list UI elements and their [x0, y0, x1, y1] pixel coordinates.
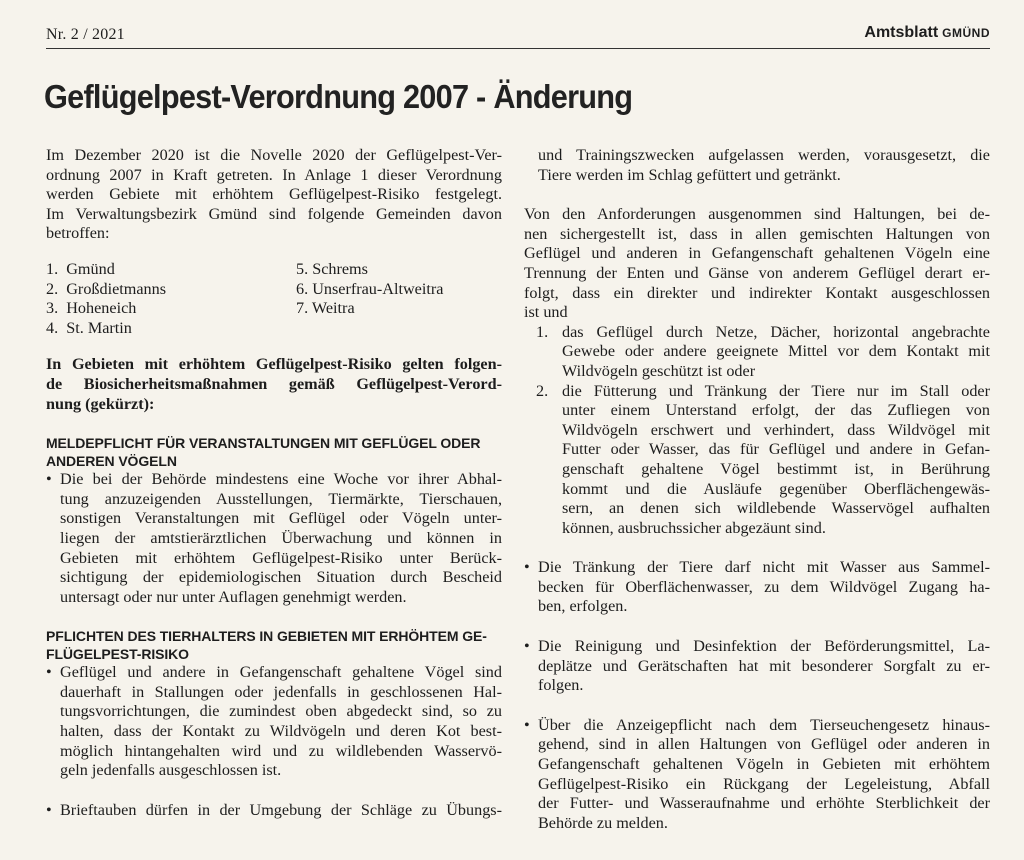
text-line: Wildvögeln geschützt ist oder	[562, 361, 756, 380]
heading-line: PFLICHTEN DES TIERHALTERS IN GEBIETEN MIT ERHÖHTEM GE-	[46, 628, 487, 645]
text-line: In Gebieten mit erhöhtem Geflügelpest-Risiko gelten folgen-	[46, 355, 502, 374]
heading-line: ANDEREN VÖGELN	[46, 453, 177, 470]
text-line: • Geflügel und andere in Gefangenschaft gehaltene Vögel sind	[60, 663, 502, 682]
text-line: unter einem Unterstand erfolgt, der das Zufliegen von	[562, 401, 990, 420]
text-line: deplätze und Gerätschaften hat mit besonderer Sorgfalt zu er-	[538, 656, 990, 675]
bullet-paragraph	[46, 470, 502, 607]
text-line: Behörde zu melden.	[538, 813, 668, 832]
text-line: becken für Oberflächenwasser, zu dem Wildvögel Zugang ha-	[538, 577, 990, 596]
bullet-paragraph	[524, 716, 990, 834]
text-line: möglich hintangehalten wird und zu wildlebenden Wasservö-	[60, 741, 502, 760]
text-line: geln jedenfalls ausgeschlossen ist.	[60, 761, 282, 780]
text-line: Futter oder Wasser, das für Geflügel und andere in Gefan-	[562, 440, 990, 459]
text-line: ben, erfolgen.	[538, 597, 628, 616]
text-line: und Trainingszwecken aufgelassen werden, vorausgesetzt, die	[538, 146, 990, 164]
bullet-paragraph	[46, 663, 502, 781]
text-line: • Brieftauben dürfen in der Umgebung der Schläge zu Übungs-	[60, 800, 502, 819]
text-line: betroffen:	[46, 224, 110, 243]
text-line: de Biosicherheitsmaßnahmen gemäß Geflügelpest-Verord-	[46, 374, 502, 393]
list-item: 1. Gmünd	[46, 259, 115, 278]
text-line: Geflügel und anderen in Gefangenschaft gehaltenen Vögeln eine	[524, 244, 990, 263]
text-line: sichtigung der epidemiologischen Situation durch Bescheid	[60, 568, 502, 587]
right-column	[524, 146, 990, 833]
section-heading-pflichten	[46, 627, 502, 663]
issue-number: Nr. 2 / 2021	[46, 26, 125, 43]
masthead	[864, 24, 990, 42]
text-line: folgt, dass ein direkter und indirekter Kontakt ausgeschlossen	[524, 283, 990, 302]
exemption-paragraph	[524, 205, 990, 323]
heading-line: FLÜGELPEST-RISIKO	[46, 646, 189, 663]
text-line: werden Gebiete mit erhöhtem Geflügelpest-Risiko festgelegt.	[46, 185, 502, 204]
text-line: tungsvorrichtungen, die zumindest oben abgedeckt sind, so zu	[60, 702, 502, 721]
section-heading-meldepflicht	[46, 434, 502, 470]
text-line: • Über die Anzeigepflicht nach dem Tierseuchengesetz hinaus-	[538, 715, 990, 734]
masthead-region: GMÜND	[942, 26, 990, 40]
municipality-list-col2	[296, 260, 496, 338]
text-line: Gebieten mit erhöhtem Geflügelpest-Risiko unter Berück-	[60, 548, 502, 567]
text-line: • Die bei der Behörde mindestens eine Woche vor ihrer Abhal-	[60, 470, 502, 489]
text-line: Gefangenschaft gehaltenen Vögeln in Gebieten mit erhöhtem	[538, 755, 990, 774]
page-header	[46, 18, 990, 49]
text-line: • Die Tränkung der Tiere darf nicht mit Wasser aus Sammel-	[538, 558, 990, 577]
text-line: der Futter- und Wasseraufnahme und erhöhte Sterblichkeit der	[538, 794, 990, 813]
text-line: kommt und die Ausläufe gegenüber Oberflächengewäs-	[562, 479, 990, 498]
text-line: liegen der amtstierärztlichen Überwachung und können in	[60, 528, 502, 547]
text-line: gehend, sind in allen Haltungen von Geflügel oder anderen in	[538, 735, 990, 754]
text-line: können, ausbruchssicher abgezäunt sind.	[562, 518, 826, 537]
text-line: genschaft gehaltene Vögel bestimmt ist, in Berührung	[562, 459, 990, 478]
list-item: 5. Schrems	[296, 259, 368, 278]
text-line: Geflügelpest-Risiko ein Rückgang der Legeleistung, Abfall	[538, 774, 990, 793]
list-item	[524, 382, 990, 539]
text-line: Im Dezember 2020 ist die Novelle 2020 der Geflügelpest-Ver-	[46, 146, 502, 164]
text-line: Im Verwaltungsbezirk Gmünd sind folgende Gemeinden davon	[46, 204, 502, 223]
left-column	[46, 146, 502, 820]
text-line: nung (gekürzt):	[46, 394, 155, 413]
intro-paragraph	[46, 146, 502, 244]
article-title: Geflügelpest-Verordnung 2007 - Änderung	[44, 78, 633, 115]
municipality-list-col1	[46, 260, 296, 338]
municipality-list	[46, 260, 502, 338]
item-number: 2.	[536, 381, 549, 400]
bullet-paragraph	[524, 637, 990, 696]
continued-paragraph	[524, 146, 990, 185]
text-line: nen sichergestellt ist, dass in allen gemischten Haltungen von	[524, 224, 990, 243]
list-item: 7. Weitra	[296, 299, 355, 318]
bullet-paragraph	[46, 801, 502, 821]
bullet-paragraph	[524, 558, 990, 617]
text-line: ordnung 2007 in Kraft getreten. In Anlage 1 dieser Verordnung	[46, 165, 502, 184]
text-line: das Geflügel durch Netze, Dächer, horizontal angebrachte	[562, 322, 990, 341]
item-number: 1.	[536, 322, 549, 341]
list-item: 3. Hoheneich	[46, 299, 137, 318]
text-line: Trennung der Enten und Gänse von anderem Geflügel derart er-	[524, 263, 990, 282]
text-line: sonstigen Veranstaltungen mit Geflügel oder Vögeln unter-	[60, 509, 502, 528]
list-item: 6. Unserfrau-Altweitra	[296, 279, 444, 298]
text-line: • Die Reinigung und Desinfektion der Beförderungsmittel, La-	[538, 637, 990, 656]
masthead-title: Amtsblatt	[864, 24, 939, 41]
text-line: Von den Anforderungen ausgenommen sind Haltungen, bei de-	[524, 205, 990, 224]
text-line: Tiere werden im Schlag gefüttert und getränkt.	[538, 165, 841, 184]
text-line: tung anzuzeigenden Ausstellungen, Tiermärkte, Tierschauen,	[60, 489, 502, 508]
text-line: dauerhaft in Stallungen oder jedenfalls in geschlossenen Hal-	[60, 682, 502, 701]
text-line: ist und	[524, 303, 568, 322]
text-line: folgen.	[538, 676, 584, 695]
text-line: sern, an denen sich wildlebende Wasservögel aufhalten	[562, 499, 990, 518]
list-item: 2. Großdietmanns	[46, 279, 167, 298]
text-line: halten, dass der Kontakt zu Wildvögeln und deren Kot best-	[60, 722, 502, 741]
list-item	[524, 323, 990, 382]
list-item: 4. St. Martin	[46, 318, 132, 337]
text-line: Gewebe oder andere geeignete Mittel vor dem Kontakt mit	[562, 342, 990, 361]
text-line: untersagt oder nur unter Auflagen genehmigt werden.	[60, 587, 407, 606]
text-line: die Fütterung und Tränkung der Tiere nur im Stall oder	[562, 381, 990, 400]
heading-line: MELDEPFLICHT FÜR VERANSTALTUNGEN MIT GEFLÜGEL ODER	[46, 435, 481, 452]
text-line: Wildvögeln erschwert und verhindert, dass Wildvögel mit	[562, 420, 990, 439]
condition-list	[524, 323, 990, 539]
bold-intro-paragraph	[46, 355, 502, 414]
